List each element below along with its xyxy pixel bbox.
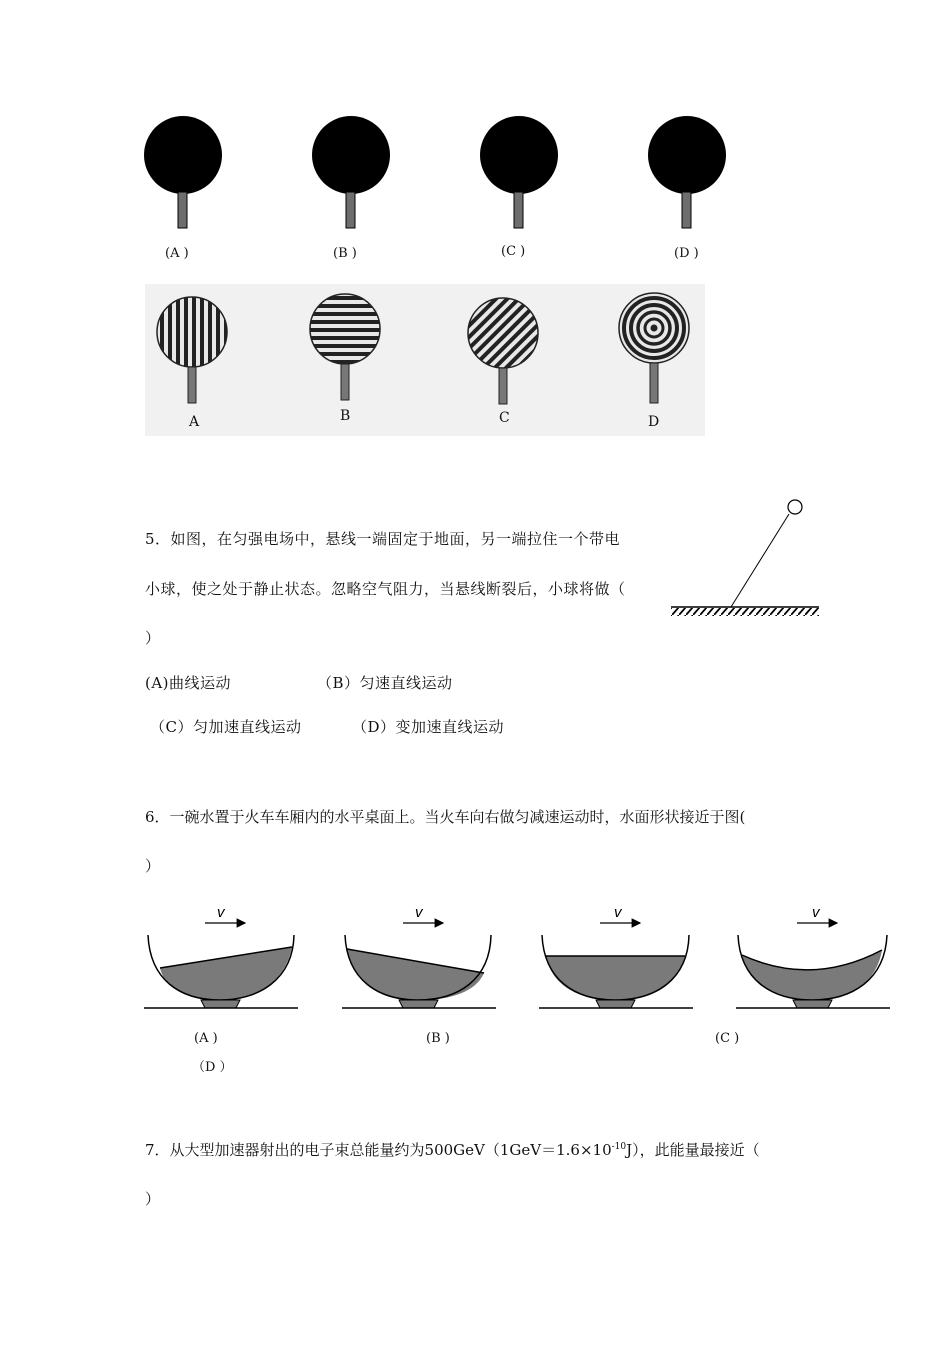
fringe-d — [619, 293, 689, 403]
q5-option-c: （C）匀加速直线运动 — [150, 718, 302, 736]
fringe-a — [157, 297, 227, 403]
label-top-b: (B ) — [333, 246, 357, 261]
pendulum-diagram — [665, 495, 825, 625]
bowl-label-b: (B ) — [426, 1031, 450, 1046]
label-top-d: (D ) — [674, 246, 699, 261]
q5-option-d: （D）变加速直线运动 — [352, 718, 505, 736]
label-fringe-a: A — [189, 414, 200, 430]
q7-text-after: J），此能量最接近（ — [626, 1141, 760, 1159]
bowl-d-v: v — [812, 904, 820, 921]
q7-line-2: ） — [145, 1190, 161, 1208]
bowl-d — [736, 904, 890, 1008]
label-fringe-c: C — [499, 410, 510, 426]
fringe-patterns-svg — [0, 0, 950, 460]
bowl-b-v: v — [415, 904, 423, 921]
label-fringe-b: B — [340, 408, 351, 424]
q5-option-b: （B）匀速直线运动 — [317, 674, 453, 692]
bowl-b — [342, 904, 496, 1008]
bowl-c — [539, 904, 693, 1008]
bowl-a-v: v — [217, 904, 225, 921]
bowl-label-d: （D ） — [192, 1060, 233, 1075]
label-top-c: (C ) — [501, 244, 526, 259]
bowl-label-a: (A ) — [194, 1031, 218, 1046]
q5-line-1: 5．如图，在匀强电场中，悬线一端固定于地面，另一端拉住一个带电 — [145, 530, 621, 548]
label-top-a: (A ) — [165, 246, 189, 261]
bowl-diagrams — [0, 895, 950, 1025]
q7-exponent: -10 — [611, 1142, 627, 1152]
label-fringe-d: D — [648, 414, 660, 430]
q7-text-before: 7．从大型加速器射出的电子束总能量约为500GeV（1GeV＝1.6×10 — [145, 1141, 612, 1159]
fringe-c — [468, 298, 538, 404]
fringe-b — [310, 294, 380, 400]
q6-line-1: 6．一碗水置于火车车厢内的水平桌面上。当火车向右做匀减速运动时，水面形状接近于图( — [145, 808, 746, 826]
q5-line-3: ） — [145, 629, 161, 647]
q5-option-a: (A)曲线运动 — [145, 674, 232, 692]
q5-line-2: 小球，使之处于静止状态。忽略空气阻力，当悬线断裂后，小球将做（ — [145, 580, 626, 598]
bowl-a — [144, 904, 298, 1008]
q6-line-2: ） — [145, 857, 161, 875]
bowl-c-v: v — [614, 904, 622, 921]
q7-line-1 — [145, 1139, 760, 1160]
bowl-label-c: (C ) — [715, 1031, 740, 1046]
